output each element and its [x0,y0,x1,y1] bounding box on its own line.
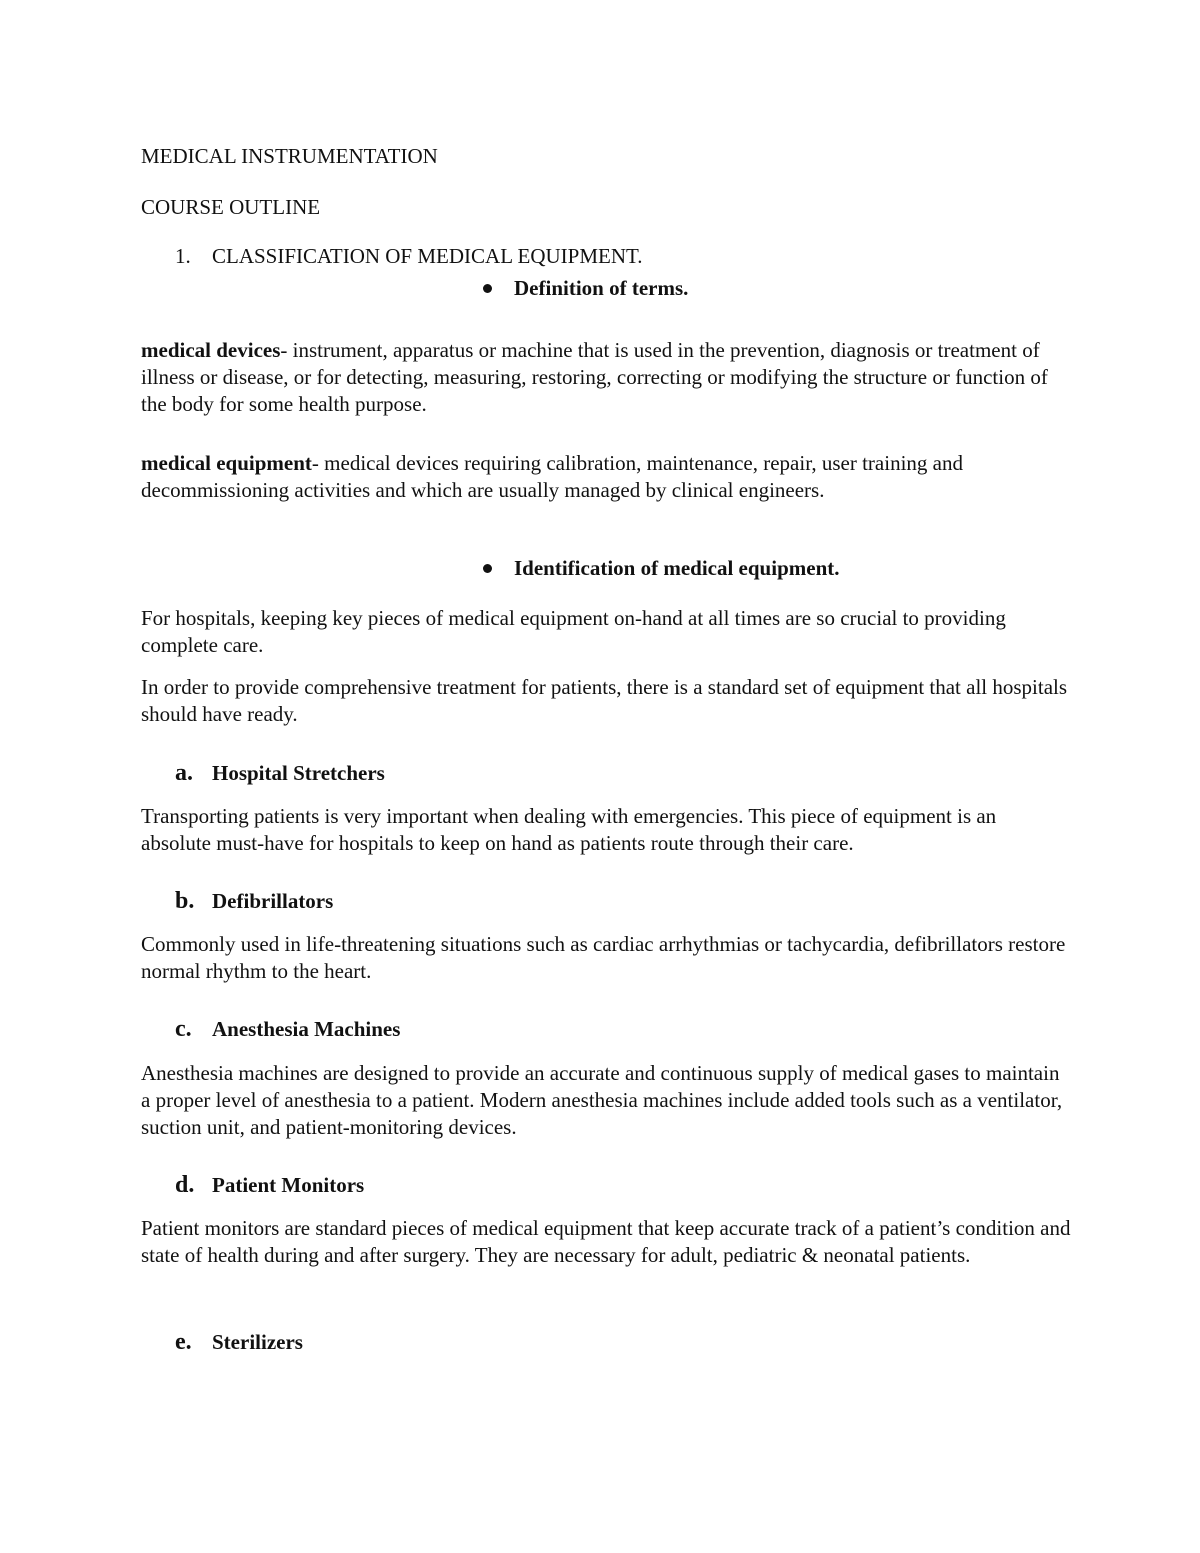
section-1-title: CLASSIFICATION OF MEDICAL EQUIPMENT. [212,244,643,268]
item-e-title: Sterilizers [212,1330,303,1354]
item-b-heading [175,888,1075,915]
item-a-title: Hospital Stretchers [212,761,385,785]
document-title: MEDICAL INSTRUMENTATION [141,144,438,168]
item-c-heading [175,1016,1075,1043]
bullet-dot-icon [483,564,492,573]
bullet-identification [478,555,1078,582]
paragraph-hospitals: For hospitals, keeping key pieces of medical equipment on-hand at all times are so crucial to providing complete care. [141,606,1006,657]
item-a-text: Transporting patients is very important when dealing with emergencies. This piece of equipment is an absolute must-have for hospitals to keep on hand as patients route through their care. [141,804,997,855]
item-d-text: Patient monitors are standard pieces of medical equipment that keep accurate track of a patient’s condition and state of health during and after surgery. They are necessary for adult, pediatric & neonatal patients. [141,1216,1071,1267]
section-1-heading [141,243,1071,270]
definition-text-medical-equipment: - medical devices requiring calibration, maintenance, repair, user training and decommissioning activities and which are usually managed by clinical engineers. [141,451,963,502]
item-a-heading [175,760,1075,787]
bullet-definition-label: Definition of terms. [514,276,689,300]
item-e-heading [175,1329,1075,1356]
item-c-text: Anesthesia machines are designed to provide an accurate and continuous supply of medical gases to maintain a proper level of anesthesia to a patient. Modern anesthesia machines include added tools such as a ventilator, suction unit, and patient-monitoring devices. [141,1061,1063,1139]
item-b-letter: b. [175,888,195,914]
item-d-title: Patient Monitors [212,1173,365,1197]
bullet-identification-label: Identification of medical equipment. [514,556,840,580]
item-a-letter: a. [175,760,193,786]
definition-term-medical-equipment: medical equipment [141,451,312,475]
definition-medical-devices [141,337,1071,418]
item-c-title: Anesthesia Machines [212,1017,401,1041]
bullet-dot-icon [483,284,492,293]
item-b-text: Commonly used in life-threatening situations such as cardiac arrhythmias or tachycardia, defibrillators restore normal rhythm to the heart. [141,932,1066,983]
definition-text-medical-devices: - instrument, apparatus or machine that is used in the prevention, diagnosis or treatment of illness or disease, or for detecting, measuring, restoring, correcting or modifying the structure or function of the body for some health purpose. [141,338,1048,416]
definition-medical-equipment [141,450,1071,504]
item-d-heading [175,1172,1075,1199]
paragraph-standard-set: In order to provide comprehensive treatment for patients, there is a standard set of equipment that all hospitals should have ready. [141,675,1068,726]
item-d-letter: d. [175,1172,195,1198]
document-subtitle: COURSE OUTLINE [141,195,321,219]
item-e-letter: e. [175,1329,192,1355]
definition-term-medical-devices: medical devices [141,338,281,362]
bullet-definition-of-terms [478,275,1078,302]
section-1-number: 1. [175,244,191,268]
item-b-title: Defibrillators [212,889,334,913]
item-c-letter: c. [175,1016,192,1042]
